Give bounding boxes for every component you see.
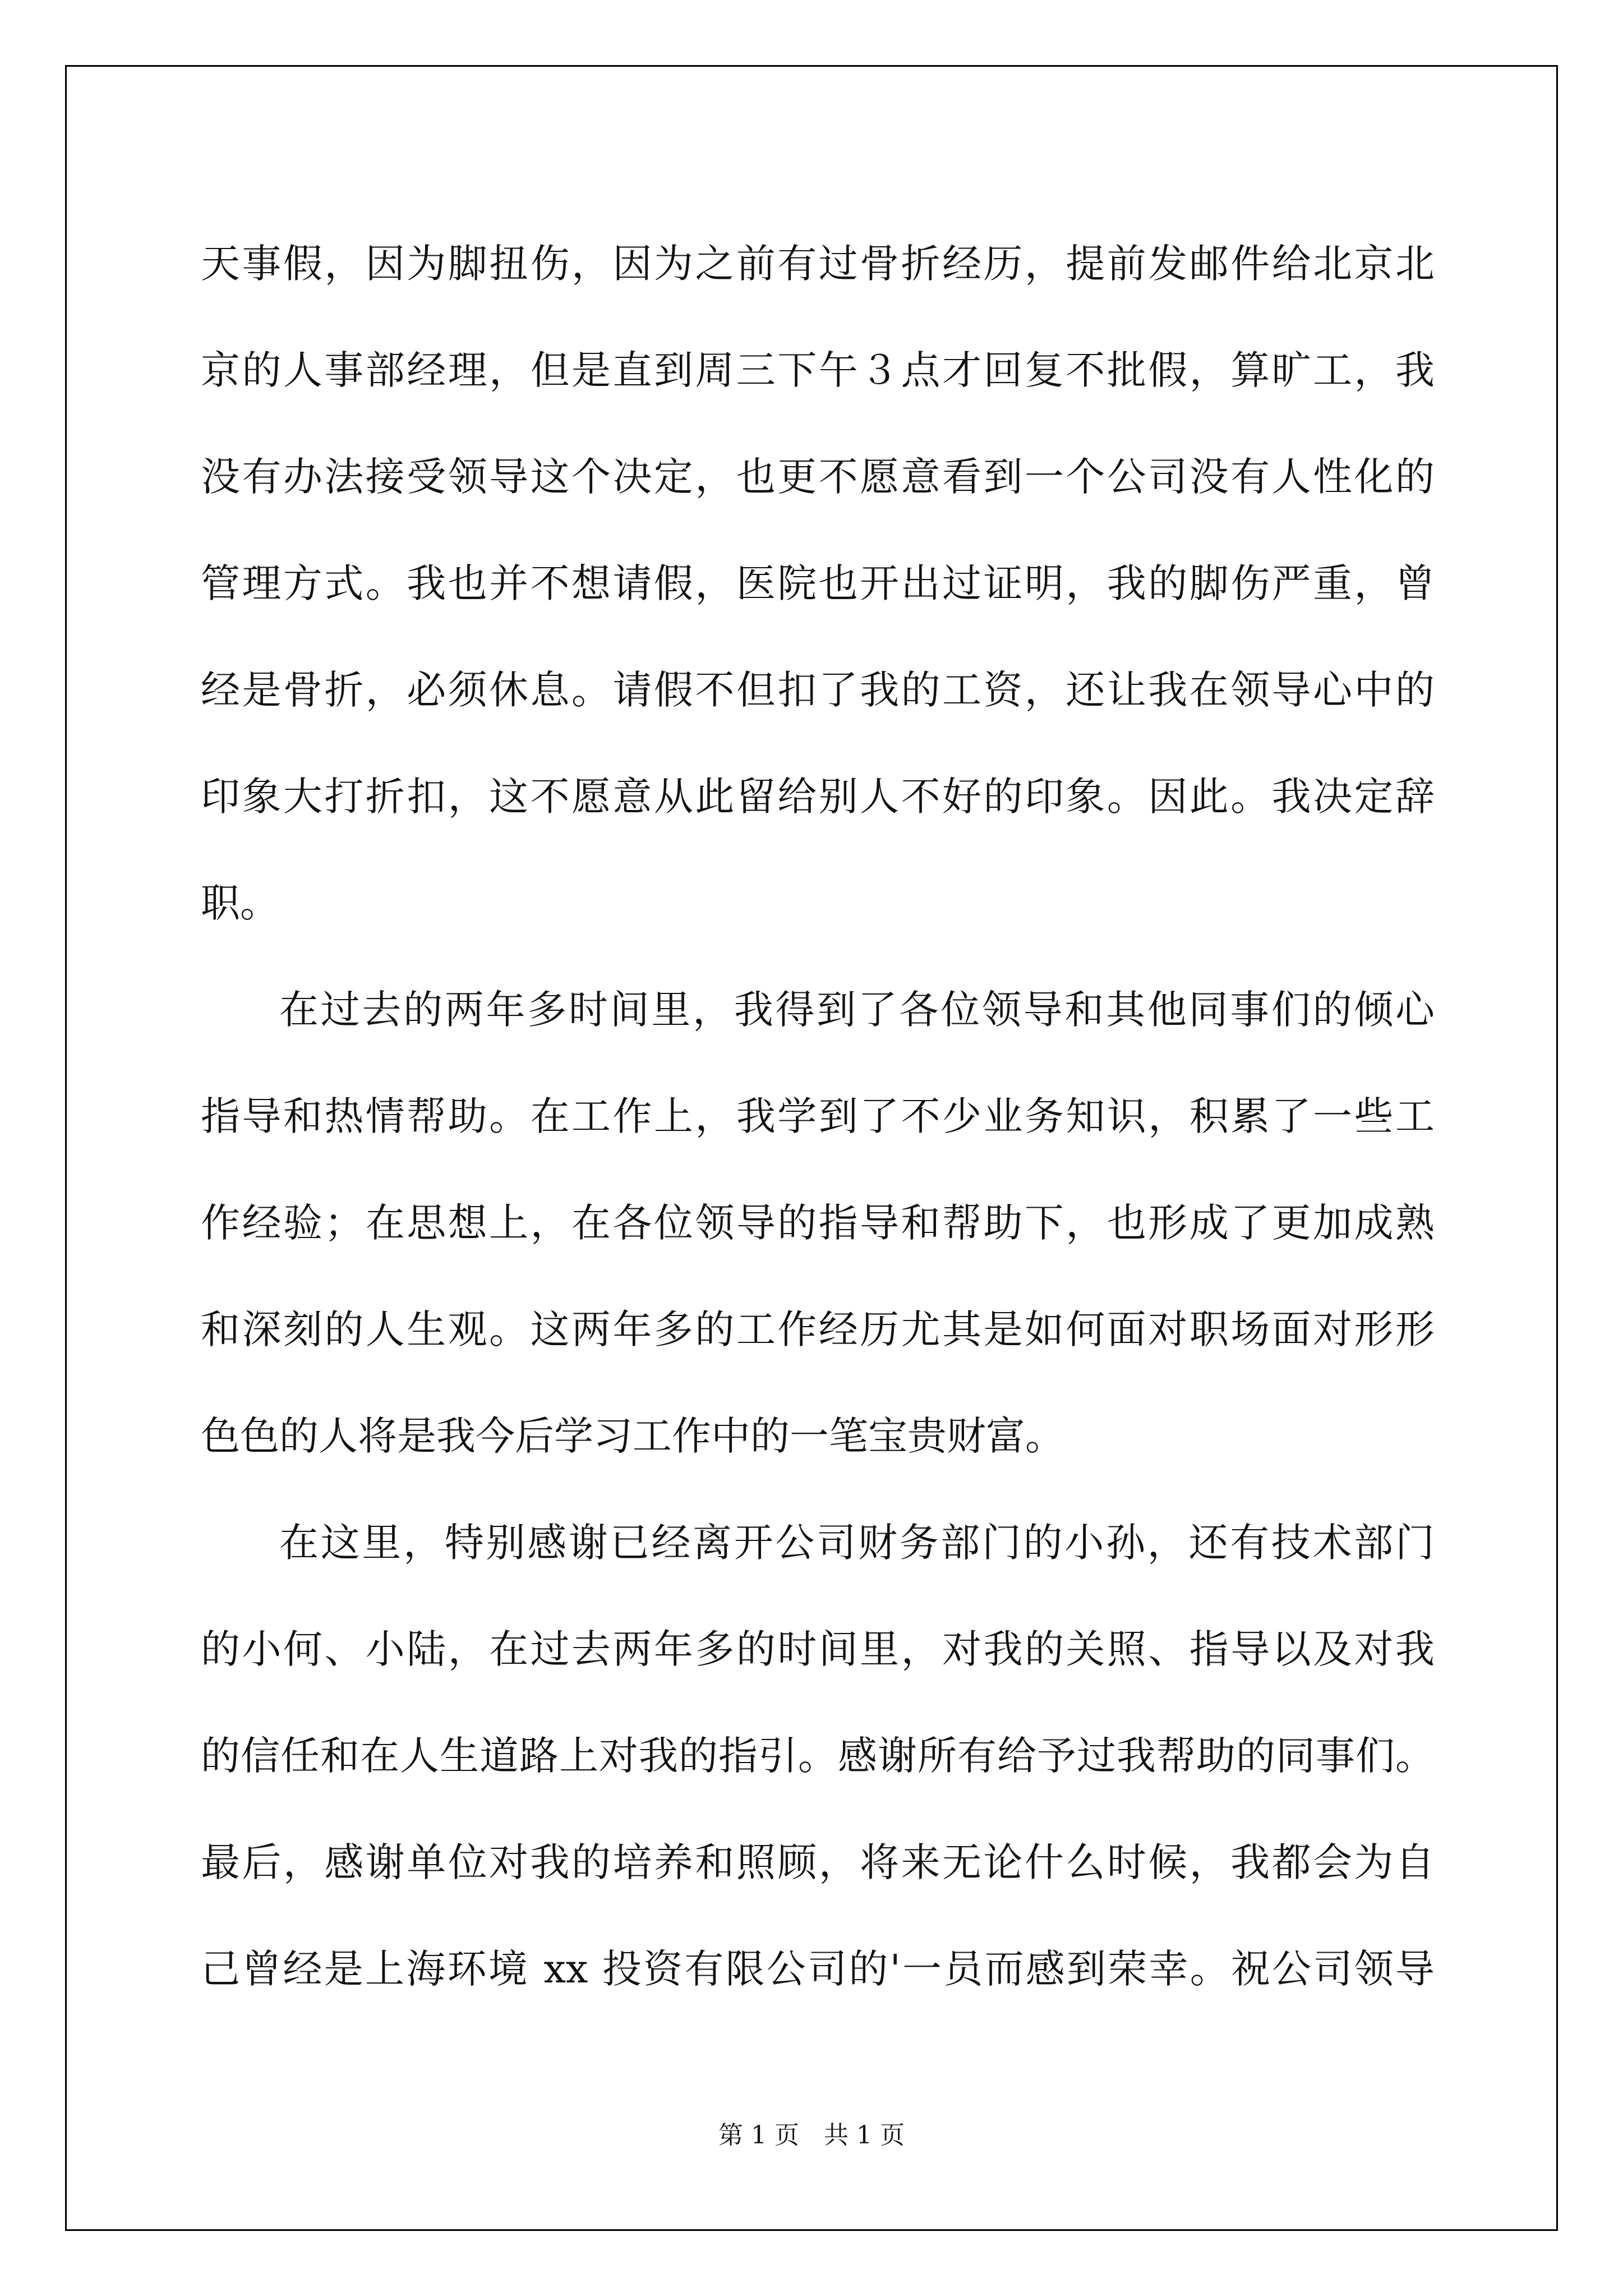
paragraph-first-line: 在过去的两年多时间里，我得到了各位领导和其他同事们的倾心: [279, 987, 1435, 1033]
text-line: 指导和热情帮助。在工作上，我学到了不少业务知识，积累了一些工: [201, 1093, 1435, 1139]
text-line: 印象大打折扣，这不愿意从此留给别人不好的印象。因此。我决定辞: [201, 774, 1435, 820]
document-body: [201, 210, 1435, 2022]
text-line: 和深刻的人生观。这两年多的工作经历尤其是如何面对职场面对形形: [201, 1306, 1435, 1352]
text-line: 天事假，因为脚扭伤，因为之前有过骨折经历，提前发邮件给北京北: [201, 241, 1435, 287]
text-line: 没有办法接受领导这个决定，也更不愿意看到一个公司没有人性化的: [201, 454, 1435, 500]
text-line: 的信任和在人生道路上对我的指引。感谢所有给予过我帮助的同事们。: [201, 1733, 1435, 1779]
text-line: 己曾经是上海环境 xx 投资有限公司的'一员而感到荣幸。祝公司领导: [201, 1946, 1435, 1992]
text-line: 色色的人将是我今后学习工作中的一笔宝贵财富。: [201, 1413, 1064, 1459]
paragraph-first-line: 在这里，特别感谢已经离开公司财务部门的小孙，还有技术部门: [279, 1520, 1435, 1566]
text-line: 管理方式。我也并不想请假，医院也开出过证明，我的脚伤严重，曾: [201, 560, 1435, 606]
text-line: 的小何、小陆，在过去两年多的时间里，对我的关照、指导以及对我: [201, 1626, 1435, 1672]
text-line: 经是骨折，必须休息。请假不但扣了我的工资，还让我在领导心中的: [201, 667, 1435, 713]
text-line: 职。: [201, 880, 279, 926]
text-line: 作经验；在思想上，在各位领导的指导和帮助下，也形成了更加成熟: [201, 1200, 1435, 1246]
page-footer: 第 1 页 共 1 页: [718, 2121, 905, 2150]
text-line: 京的人事部经理，但是直到周三下午３点才回复不批假，算旷工，我: [201, 347, 1435, 393]
text-line: 最后，感谢单位对我的培养和照顾，将来无论什么时候，我都会为自: [201, 1839, 1435, 1885]
